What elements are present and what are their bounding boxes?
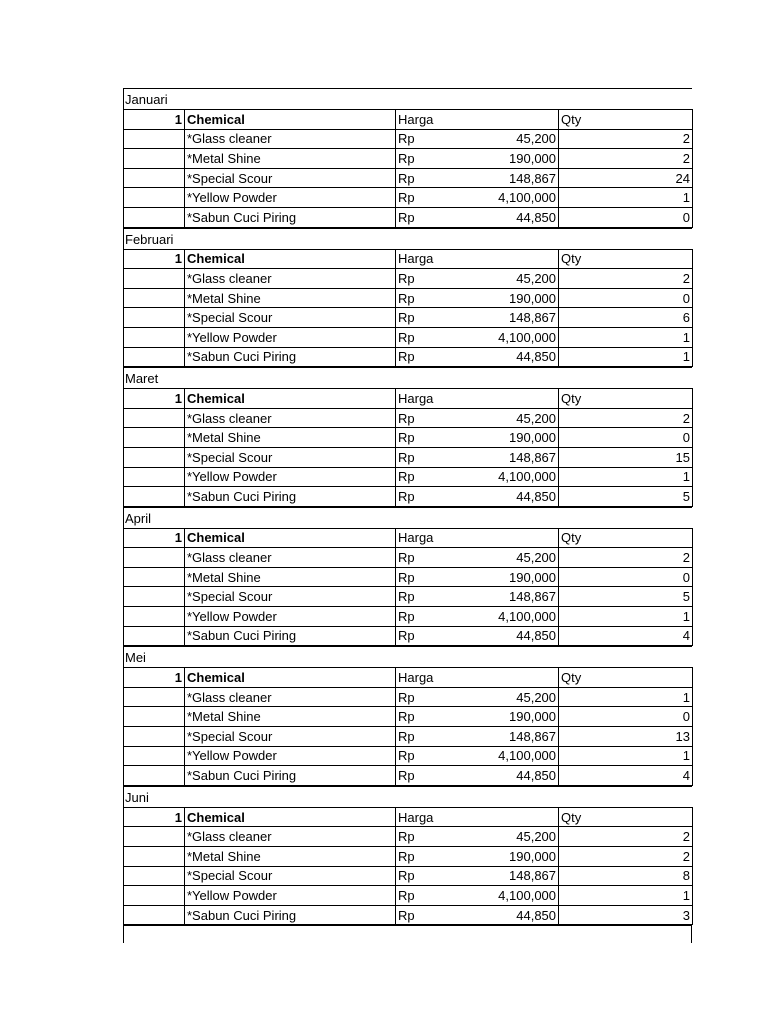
price-cell[interactable]: 45,200 xyxy=(436,408,559,428)
currency-cell[interactable]: Rp xyxy=(396,207,436,227)
empty-cell[interactable] xyxy=(124,905,185,925)
table-row xyxy=(124,168,693,188)
month-label[interactable]: Juni xyxy=(123,786,692,807)
price-cell[interactable]: 44,850 xyxy=(436,347,559,367)
month-table xyxy=(123,388,693,507)
item-name-cell[interactable]: *Sabun Cuci Piring xyxy=(185,487,396,507)
row-number-cell[interactable]: 1 xyxy=(124,389,185,409)
price-cell[interactable]: 190,000 xyxy=(436,847,559,867)
month-block xyxy=(123,367,692,507)
table-row xyxy=(124,129,693,149)
price-cell[interactable]: 44,850 xyxy=(436,487,559,507)
qty-cell[interactable]: 15 xyxy=(559,447,693,467)
empty-cell[interactable] xyxy=(124,727,185,747)
table-header-row xyxy=(124,528,693,548)
qty-cell[interactable]: 1 xyxy=(559,886,693,906)
table-row xyxy=(124,347,693,367)
table-row xyxy=(124,847,693,867)
qty-cell[interactable]: 2 xyxy=(559,408,693,428)
month-block xyxy=(123,507,692,647)
item-name-cell[interactable]: *Metal Shine xyxy=(185,847,396,867)
currency-cell[interactable]: Rp xyxy=(396,327,436,347)
empty-cell[interactable] xyxy=(124,168,185,188)
currency-cell[interactable]: Rp xyxy=(396,168,436,188)
price-cell[interactable]: 148,867 xyxy=(436,447,559,467)
currency-cell[interactable]: Rp xyxy=(396,727,436,747)
currency-cell[interactable]: Rp xyxy=(396,607,436,627)
qty-cell[interactable]: 1 xyxy=(559,347,693,367)
item-name-cell[interactable]: *Yellow Powder xyxy=(185,607,396,627)
month-label[interactable]: Februari xyxy=(123,228,692,249)
currency-cell[interactable]: Rp xyxy=(396,626,436,646)
qty-cell[interactable]: 1 xyxy=(559,687,693,707)
empty-cell[interactable] xyxy=(124,327,185,347)
price-cell[interactable]: 4,100,000 xyxy=(436,607,559,627)
qty-cell[interactable]: 24 xyxy=(559,168,693,188)
harga-header-cell[interactable]: Harga xyxy=(396,389,559,409)
month-table xyxy=(123,528,693,647)
row-number-cell[interactable]: 1 xyxy=(124,528,185,548)
qty-cell[interactable]: 2 xyxy=(559,548,693,568)
empty-cell[interactable] xyxy=(124,827,185,847)
table-row xyxy=(124,548,693,568)
item-name-cell[interactable]: *Metal Shine xyxy=(185,428,396,448)
row-number-cell[interactable]: 1 xyxy=(124,668,185,688)
month-label[interactable]: Mei xyxy=(123,646,692,667)
qty-cell[interactable]: 8 xyxy=(559,866,693,886)
item-name-cell[interactable]: *Metal Shine xyxy=(185,567,396,587)
qty-header-cell[interactable]: Qty xyxy=(559,668,693,688)
qty-header-cell[interactable]: Qty xyxy=(559,528,693,548)
currency-cell[interactable]: Rp xyxy=(396,766,436,786)
empty-cell[interactable] xyxy=(124,567,185,587)
chemical-header-cell[interactable]: Chemical xyxy=(185,668,396,688)
month-table xyxy=(123,807,693,926)
table-row xyxy=(124,207,693,227)
item-name-cell[interactable]: *Glass cleaner xyxy=(185,548,396,568)
qty-cell[interactable]: 2 xyxy=(559,269,693,289)
qty-cell[interactable]: 0 xyxy=(559,567,693,587)
item-name-cell[interactable]: *Yellow Powder xyxy=(185,886,396,906)
price-cell[interactable]: 190,000 xyxy=(436,707,559,727)
qty-cell[interactable]: 0 xyxy=(559,207,693,227)
currency-cell[interactable]: Rp xyxy=(396,827,436,847)
spreadsheet xyxy=(123,88,692,943)
currency-cell[interactable]: Rp xyxy=(396,687,436,707)
qty-cell[interactable]: 5 xyxy=(559,587,693,607)
table-row xyxy=(124,327,693,347)
currency-cell[interactable]: Rp xyxy=(396,847,436,867)
month-table xyxy=(123,109,693,228)
empty-row[interactable] xyxy=(123,925,692,943)
price-cell[interactable]: 45,200 xyxy=(436,269,559,289)
qty-header-cell[interactable]: Qty xyxy=(559,249,693,269)
empty-cell[interactable] xyxy=(124,129,185,149)
item-name-cell[interactable]: *Sabun Cuci Piring xyxy=(185,766,396,786)
table-row xyxy=(124,428,693,448)
table-row xyxy=(124,587,693,607)
table-row xyxy=(124,866,693,886)
currency-cell[interactable]: Rp xyxy=(396,567,436,587)
table-header-row xyxy=(124,249,693,269)
price-cell[interactable]: 44,850 xyxy=(436,207,559,227)
price-cell[interactable]: 4,100,000 xyxy=(436,327,559,347)
table-header-row xyxy=(124,389,693,409)
table-row xyxy=(124,567,693,587)
empty-cell[interactable] xyxy=(124,866,185,886)
harga-header-cell[interactable]: Harga xyxy=(396,807,559,827)
month-block xyxy=(123,88,692,228)
empty-cell[interactable] xyxy=(124,408,185,428)
chemical-header-cell[interactable]: Chemical xyxy=(185,110,396,130)
empty-cell[interactable] xyxy=(124,269,185,289)
qty-cell[interactable]: 0 xyxy=(559,288,693,308)
row-number-cell[interactable]: 1 xyxy=(124,110,185,130)
empty-cell[interactable] xyxy=(124,487,185,507)
table-row xyxy=(124,727,693,747)
empty-cell[interactable] xyxy=(124,766,185,786)
empty-cell[interactable] xyxy=(124,188,185,208)
empty-cell[interactable] xyxy=(124,207,185,227)
table-row xyxy=(124,607,693,627)
month-label[interactable]: April xyxy=(123,507,692,528)
currency-cell[interactable]: Rp xyxy=(396,269,436,289)
item-name-cell[interactable]: *Special Scour xyxy=(185,308,396,328)
qty-header-cell[interactable]: Qty xyxy=(559,389,693,409)
empty-cell[interactable] xyxy=(124,626,185,646)
empty-cell[interactable] xyxy=(124,149,185,169)
qty-cell[interactable]: 0 xyxy=(559,428,693,448)
harga-header-cell[interactable]: Harga xyxy=(396,668,559,688)
price-cell[interactable]: 4,100,000 xyxy=(436,467,559,487)
price-cell[interactable]: 148,867 xyxy=(436,308,559,328)
qty-cell[interactable]: 1 xyxy=(559,327,693,347)
table-row xyxy=(124,467,693,487)
qty-cell[interactable]: 4 xyxy=(559,626,693,646)
currency-cell[interactable]: Rp xyxy=(396,487,436,507)
month-block xyxy=(123,786,692,926)
harga-header-cell[interactable]: Harga xyxy=(396,110,559,130)
table-row xyxy=(124,188,693,208)
price-cell[interactable]: 190,000 xyxy=(436,567,559,587)
table-row xyxy=(124,746,693,766)
table-row xyxy=(124,766,693,786)
table-row xyxy=(124,269,693,289)
item-name-cell[interactable]: *Yellow Powder xyxy=(185,467,396,487)
empty-cell[interactable] xyxy=(124,447,185,467)
price-cell[interactable]: 4,100,000 xyxy=(436,886,559,906)
item-name-cell[interactable]: *Glass cleaner xyxy=(185,129,396,149)
item-name-cell[interactable]: *Yellow Powder xyxy=(185,327,396,347)
table-row xyxy=(124,626,693,646)
price-cell[interactable]: 4,100,000 xyxy=(436,188,559,208)
item-name-cell[interactable]: *Sabun Cuci Piring xyxy=(185,626,396,646)
table-row xyxy=(124,687,693,707)
price-cell[interactable]: 148,867 xyxy=(436,866,559,886)
price-cell[interactable]: 190,000 xyxy=(436,149,559,169)
empty-cell[interactable] xyxy=(124,707,185,727)
table-row xyxy=(124,707,693,727)
qty-cell[interactable]: 1 xyxy=(559,746,693,766)
item-name-cell[interactable]: *Sabun Cuci Piring xyxy=(185,207,396,227)
table-row xyxy=(124,886,693,906)
price-cell[interactable]: 45,200 xyxy=(436,129,559,149)
item-name-cell[interactable]: *Glass cleaner xyxy=(185,687,396,707)
price-cell[interactable]: 4,100,000 xyxy=(436,746,559,766)
currency-cell[interactable]: Rp xyxy=(396,447,436,467)
currency-cell[interactable]: Rp xyxy=(396,707,436,727)
table-row xyxy=(124,149,693,169)
qty-cell[interactable]: 0 xyxy=(559,707,693,727)
table-row xyxy=(124,288,693,308)
item-name-cell[interactable]: *Special Scour xyxy=(185,866,396,886)
item-name-cell[interactable]: *Yellow Powder xyxy=(185,188,396,208)
price-cell[interactable]: 190,000 xyxy=(436,288,559,308)
table-row xyxy=(124,905,693,925)
qty-header-cell[interactable]: Qty xyxy=(559,807,693,827)
empty-cell[interactable] xyxy=(124,467,185,487)
item-name-cell[interactable]: *Yellow Powder xyxy=(185,746,396,766)
currency-cell[interactable]: Rp xyxy=(396,866,436,886)
table-row xyxy=(124,827,693,847)
month-table xyxy=(123,667,693,786)
months-container xyxy=(123,88,692,925)
qty-cell[interactable]: 1 xyxy=(559,188,693,208)
item-name-cell[interactable]: *Special Scour xyxy=(185,727,396,747)
table-row xyxy=(124,308,693,328)
price-cell[interactable]: 44,850 xyxy=(436,766,559,786)
month-block xyxy=(123,228,692,368)
empty-cell[interactable] xyxy=(124,548,185,568)
empty-cell[interactable] xyxy=(124,428,185,448)
month-label[interactable]: Maret xyxy=(123,367,692,388)
currency-cell[interactable]: Rp xyxy=(396,149,436,169)
qty-cell[interactable]: 13 xyxy=(559,727,693,747)
currency-cell[interactable]: Rp xyxy=(396,408,436,428)
row-number-cell[interactable]: 1 xyxy=(124,807,185,827)
empty-cell[interactable] xyxy=(124,847,185,867)
empty-cell[interactable] xyxy=(124,308,185,328)
qty-cell[interactable]: 2 xyxy=(559,827,693,847)
table-header-row xyxy=(124,807,693,827)
item-name-cell[interactable]: *Sabun Cuci Piring xyxy=(185,905,396,925)
price-cell[interactable]: 44,850 xyxy=(436,905,559,925)
price-cell[interactable]: 45,200 xyxy=(436,548,559,568)
price-cell[interactable]: 44,850 xyxy=(436,626,559,646)
table-header-row xyxy=(124,668,693,688)
chemical-header-cell[interactable]: Chemical xyxy=(185,249,396,269)
currency-cell[interactable]: Rp xyxy=(396,548,436,568)
currency-cell[interactable]: Rp xyxy=(396,428,436,448)
qty-cell[interactable]: 1 xyxy=(559,467,693,487)
month-block xyxy=(123,646,692,786)
price-cell[interactable]: 45,200 xyxy=(436,827,559,847)
empty-cell[interactable] xyxy=(124,288,185,308)
price-cell[interactable]: 148,867 xyxy=(436,168,559,188)
chemical-header-cell[interactable]: Chemical xyxy=(185,389,396,409)
item-name-cell[interactable]: *Special Scour xyxy=(185,168,396,188)
chemical-header-cell[interactable]: Chemical xyxy=(185,528,396,548)
item-name-cell[interactable]: *Glass cleaner xyxy=(185,269,396,289)
qty-cell[interactable]: 4 xyxy=(559,766,693,786)
item-name-cell[interactable]: *Metal Shine xyxy=(185,707,396,727)
currency-cell[interactable]: Rp xyxy=(396,886,436,906)
month-table xyxy=(123,249,693,368)
qty-cell[interactable]: 2 xyxy=(559,129,693,149)
table-row xyxy=(124,447,693,467)
empty-cell[interactable] xyxy=(124,746,185,766)
currency-cell[interactable]: Rp xyxy=(396,467,436,487)
item-name-cell[interactable]: *Special Scour xyxy=(185,447,396,467)
table-header-row xyxy=(124,110,693,130)
empty-cell[interactable] xyxy=(124,587,185,607)
qty-cell[interactable]: 6 xyxy=(559,308,693,328)
empty-cell[interactable] xyxy=(124,886,185,906)
currency-cell[interactable]: Rp xyxy=(396,746,436,766)
item-name-cell[interactable]: *Special Scour xyxy=(185,587,396,607)
row-number-cell[interactable]: 1 xyxy=(124,249,185,269)
qty-cell[interactable]: 5 xyxy=(559,487,693,507)
qty-cell[interactable]: 2 xyxy=(559,149,693,169)
qty-cell[interactable]: 1 xyxy=(559,607,693,627)
month-label[interactable]: Januari xyxy=(123,88,692,109)
qty-cell[interactable]: 3 xyxy=(559,905,693,925)
price-cell[interactable]: 45,200 xyxy=(436,687,559,707)
harga-header-cell[interactable]: Harga xyxy=(396,249,559,269)
currency-cell[interactable]: Rp xyxy=(396,587,436,607)
currency-cell[interactable]: Rp xyxy=(396,288,436,308)
chemical-header-cell[interactable]: Chemical xyxy=(185,807,396,827)
qty-header-cell[interactable]: Qty xyxy=(559,110,693,130)
qty-cell[interactable]: 2 xyxy=(559,847,693,867)
item-name-cell[interactable]: *Sabun Cuci Piring xyxy=(185,347,396,367)
harga-header-cell[interactable]: Harga xyxy=(396,528,559,548)
empty-cell[interactable] xyxy=(124,607,185,627)
item-name-cell[interactable]: *Glass cleaner xyxy=(185,408,396,428)
currency-cell[interactable]: Rp xyxy=(396,129,436,149)
empty-cell[interactable] xyxy=(124,687,185,707)
table-row xyxy=(124,487,693,507)
currency-cell[interactable]: Rp xyxy=(396,347,436,367)
currency-cell[interactable]: Rp xyxy=(396,188,436,208)
empty-cell[interactable] xyxy=(124,347,185,367)
item-name-cell[interactable]: *Metal Shine xyxy=(185,288,396,308)
price-cell[interactable]: 190,000 xyxy=(436,428,559,448)
item-name-cell[interactable]: *Metal Shine xyxy=(185,149,396,169)
item-name-cell[interactable]: *Glass cleaner xyxy=(185,827,396,847)
price-cell[interactable]: 148,867 xyxy=(436,587,559,607)
currency-cell[interactable]: Rp xyxy=(396,905,436,925)
currency-cell[interactable]: Rp xyxy=(396,308,436,328)
price-cell[interactable]: 148,867 xyxy=(436,727,559,747)
table-row xyxy=(124,408,693,428)
